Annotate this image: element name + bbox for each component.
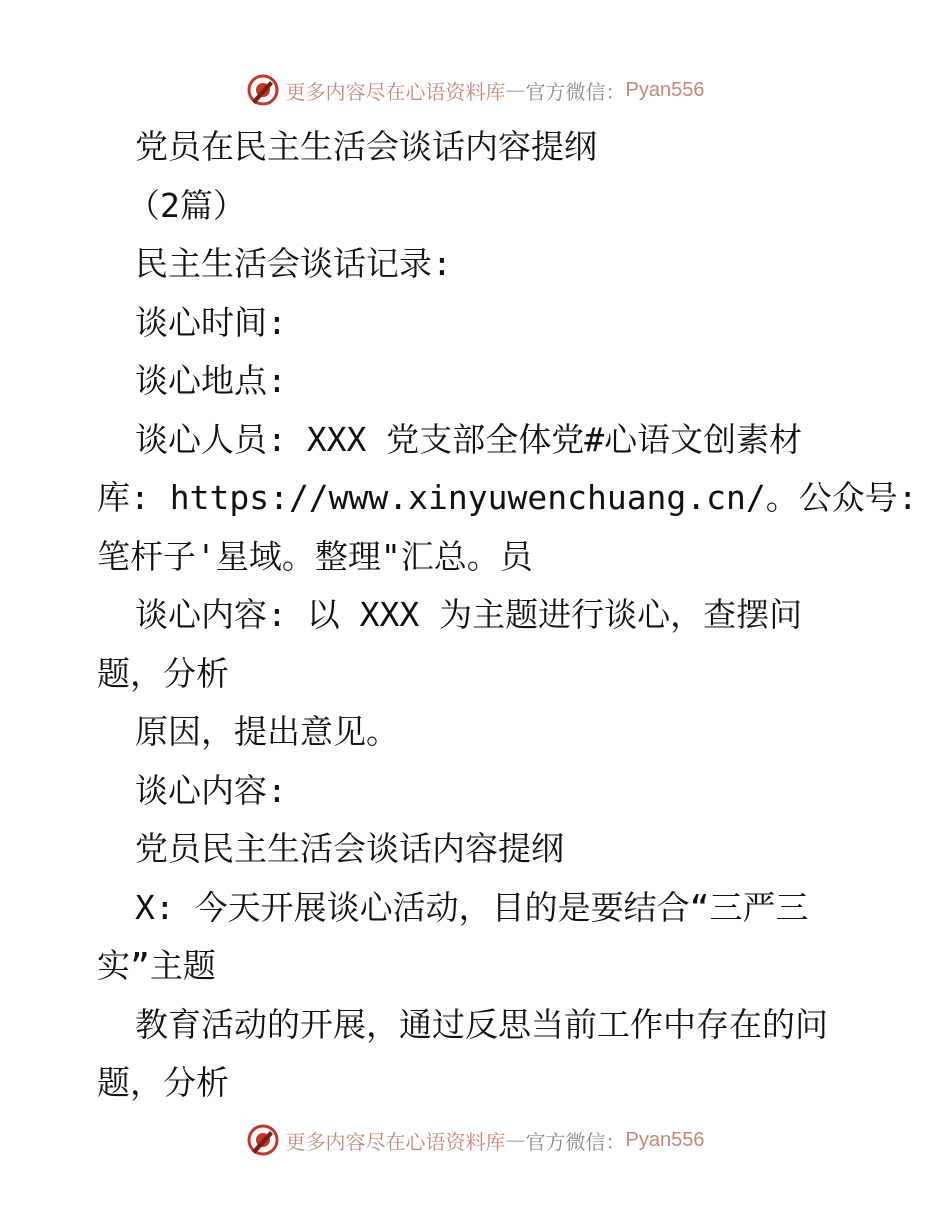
banner-wechat-label: 官方微信：	[525, 1129, 626, 1154]
banner-main-text: 更多内容尽在心语资料库	[285, 79, 506, 104]
section-title: 党员民主生活会谈话内容提纲	[135, 829, 564, 868]
record-field-location: 谈心地点:	[135, 361, 287, 400]
record-field-participants: 谈心人员: XXX 党支部全体党#心语文创素材	[135, 419, 803, 459]
banner-main-text: 更多内容尽在心语资料库	[285, 1129, 506, 1154]
header-watermark-banner	[0, 70, 950, 110]
record-field-content: 谈心内容: 以 XXX 为主题进行谈心，查摆问	[135, 595, 803, 634]
pen-logo-icon	[246, 1123, 280, 1157]
record-field-participants-cont: 库: https://www.xinyuwenchuang.cn/。公众号:	[97, 478, 918, 517]
document-subtitle: （2篇）	[127, 185, 246, 225]
paragraph-line: X: 今天开展谈心活动，目的是要结合“三严三	[135, 887, 809, 927]
banner-wechat-id: Pyan556	[625, 1128, 705, 1151]
pen-logo-icon	[246, 73, 280, 107]
document-body	[97, 118, 918, 1113]
footer-watermark-banner	[0, 1120, 950, 1160]
banner-dash: —	[505, 1128, 526, 1152]
record-field-time: 谈心时间:	[135, 302, 287, 342]
paragraph-line: 原因，提出意见。	[135, 712, 399, 751]
record-field-content-cont: 题，分析	[97, 653, 229, 693]
document-title: 党员在民主生活会谈话内容提纲	[135, 127, 597, 166]
banner-wechat-id: Pyan556	[625, 78, 705, 101]
record-field-participants-cont2: 笔杆子'星域。整理"汇总。员	[97, 536, 533, 576]
paragraph-line: 题，分析	[97, 1063, 229, 1102]
section-heading: 民主生活会谈话记录:	[135, 244, 452, 283]
paragraph-line: 教育活动的开展，通过反思当前工作中存在的问	[135, 1004, 828, 1044]
banner-wechat-label: 官方微信：	[525, 79, 626, 104]
banner-dash: —	[505, 78, 526, 102]
paragraph-line: 谈心内容:	[135, 770, 287, 810]
paragraph-line: 实”主题	[97, 946, 216, 985]
